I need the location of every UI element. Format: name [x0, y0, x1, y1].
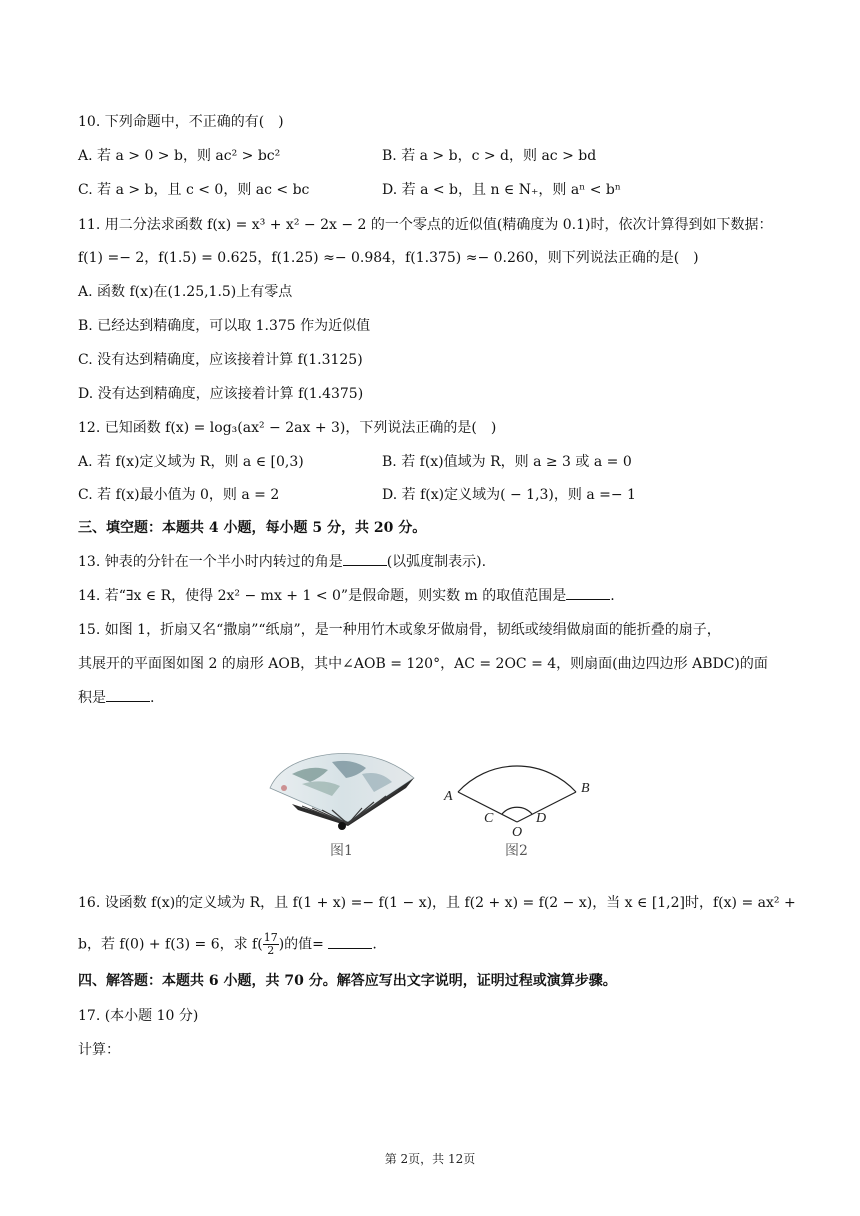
q10-option-d-math: aⁿ < bⁿ [570, 182, 621, 198]
figure-1-caption: 图1 [330, 843, 353, 859]
q13-text-pre: 13. 钟表的分针在一个半小时内转过的角是 [78, 554, 343, 570]
label-D: D [536, 811, 547, 826]
q10-stem: 10. 下列命题中，不正确的有( ) [78, 114, 284, 130]
q16-line2-mid: )的值= [278, 936, 324, 953]
q14-text-pre: 14. 若“∃x ∈ R，使得 2x² − mx + 1 < 0”是假命题，则实数 m 的取值范围是 [78, 588, 567, 604]
q11-stem-line2: f(1) =− 2，f(1.5) = 0.625，f(1.25) ≈− 0.984，f(1.375) ≈− 0.260，则下列说法正确的是( ) [78, 250, 699, 266]
q16-line1: 16. 设函数 f(x)的定义域为 R，且 f(1 + x) =− f(1 − x)，且 f(2 + x) = f(2 − x)，当 x ∈ [1,2]时，f(x) = ax² + [78, 895, 796, 911]
label-O: O [512, 825, 523, 840]
q15-answer-blank[interactable] [106, 689, 150, 702]
q11-option-c: C. 没有达到精确度，应该接着计算 f(1.3125) [78, 352, 363, 368]
q16-answer-blank[interactable] [328, 936, 372, 949]
q11-option-a: A. 函数 f(x)在(1.25,1.5)上有零点 [78, 284, 293, 300]
label-B: B [581, 781, 590, 796]
q15-line1: 15. 如图 1，折扇又名“撒扇”“纸扇”，是一种用竹木或象牙做扇骨，韧纸或绫绢做扇面的能折叠的扇子， [78, 622, 721, 638]
q10-option-b: B. 若 a > b，c > d，则 ac > bd [382, 148, 597, 164]
q15-line3-pre: 积是 [78, 690, 106, 706]
page-footer: 第 2页，共 12页 [384, 1152, 476, 1166]
q15-line2: 其展开的平面图如图 2 的扇形 AOB，其中∠AOB = 120°，AC = 2OC = 4，则扇面(曲边四边形 ABDC)的面 [78, 656, 768, 672]
q12-option-d: D. 若 f(x)定义域为( − 1,3)，则 a =− 1 [382, 487, 636, 503]
sector-figure-2 [438, 740, 598, 840]
q10-option-d [382, 180, 621, 200]
q10-option-c: C. 若 a > b，且 c < 0，则 ac < bc [78, 182, 310, 198]
figure-2-caption: 图2 [505, 843, 528, 859]
fraction-17-over-2 [263, 932, 279, 957]
label-C: C [484, 811, 494, 826]
section-3-heading: 三、填空题：本题共 4 小题，每小题 5 分，共 20 分。 [78, 520, 427, 536]
q16-line2-post: . [372, 936, 377, 953]
fan-figure-1 [262, 748, 420, 834]
q12-option-a: A. 若 f(x)定义域为 R，则 a ∈ [0,3) [78, 454, 304, 470]
q17-text: 计算： [78, 1042, 120, 1058]
q14 [78, 586, 615, 606]
q12-stem: 12. 已知函数 f(x) = log₃(ax² − 2ax + 3)，下列说法正确的是( ) [78, 420, 497, 436]
q14-text-post: . [610, 588, 615, 604]
fraction-denominator: 2 [267, 944, 275, 957]
q12-option-c: C. 若 f(x)最小值为 0，则 a = 2 [78, 487, 280, 503]
q17-title: 17. (本小题 10 分) [78, 1008, 199, 1024]
q14-answer-blank[interactable] [566, 587, 610, 600]
q13-text-post: (以弧度制表示). [386, 554, 487, 570]
q10-option-d-text: D. 若 a < b，且 n ∈ N₊，则 [382, 182, 567, 198]
q16-line2-pre: b，若 f(0) + f(3) = 6，求 f( [78, 936, 263, 953]
q15-line3 [78, 688, 154, 708]
label-A: A [444, 789, 453, 804]
q16-line2 [78, 932, 377, 957]
q15-line3-post: . [150, 690, 155, 706]
q13-answer-blank[interactable] [343, 553, 387, 566]
q11-stem-line1: 11. 用二分法求函数 f(x) = x³ + x² − 2x − 2 的一个零点的近似值(精确度为 0.1)时，依次计算得到如下数据： [78, 217, 773, 233]
section-4-heading: 四、解答题：本题共 6 小题，共 70 分。解答应写出文字说明，证明过程或演算步骤。 [78, 973, 617, 989]
q11-option-b: B. 已经达到精确度，可以取 1.375 作为近似值 [78, 318, 371, 334]
q10-option-a: A. 若 a > 0 > b，则 ac² > bc² [78, 148, 281, 164]
q13 [78, 552, 486, 572]
q12-option-b: B. 若 f(x)值域为 R，则 a ≥ 3 或 a = 0 [382, 454, 632, 470]
fraction-numerator: 17 [263, 931, 278, 944]
q11-option-d: D. 没有达到精确度，应该接着计算 f(1.4375) [78, 386, 364, 402]
